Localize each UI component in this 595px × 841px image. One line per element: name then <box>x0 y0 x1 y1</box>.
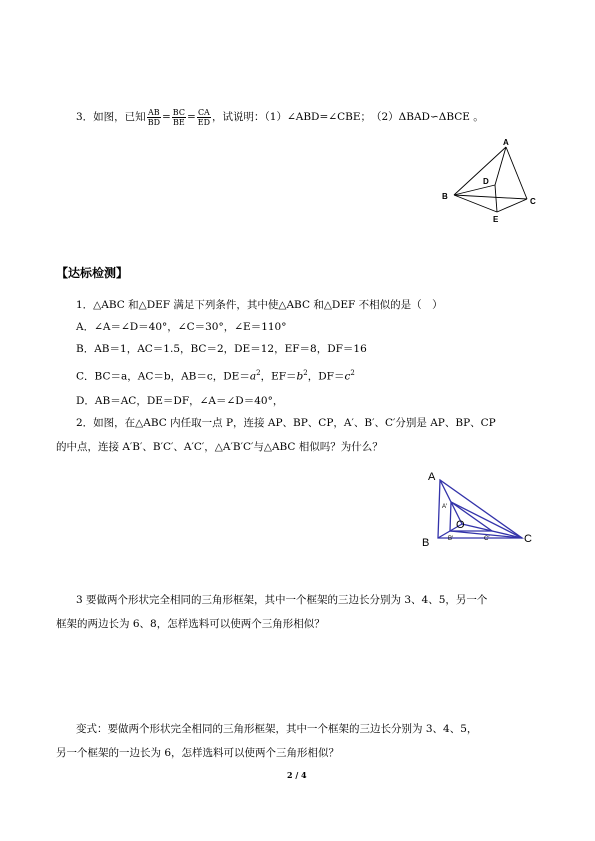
line-ad <box>495 147 506 185</box>
p2-line-2: 的中点，连接 A′B′、B′C′、A′C′，△A′B′C′与△ABC 相似吗？为什么？ <box>56 441 383 453</box>
label-a: A <box>428 471 436 483</box>
label-d: D <box>483 177 489 186</box>
label-b: B <box>422 537 430 549</box>
line-ec <box>497 199 527 212</box>
p1-option-d: D．AB＝AC，DE＝DF，∠A＝∠D＝40°， <box>76 395 284 407</box>
p1-option-a: A．∠A＝∠D＝40°，∠C＝30°，∠E＝110° <box>76 321 287 333</box>
p3-line-2: 框架的两边长为 6、8，怎样选料可以使两个三角形相似？ <box>56 618 325 630</box>
q3-prefix: 3．如图，已知 <box>76 111 146 123</box>
variant-line-1: 变式：要做两个形状完全相同的三角形框架，其中一个框架的三边长分别为 3、4、5， <box>76 723 478 735</box>
label-a: A <box>503 138 509 147</box>
triangle-figure-2 <box>420 470 550 550</box>
label-o: O <box>456 519 465 531</box>
page-number: 2 / 4 <box>287 770 307 780</box>
q3-suffix: ，试说明：（1）∠ABD=∠CBE； （2）ΔBAD∽ΔBCE 。 <box>212 111 484 123</box>
line-bc <box>454 195 527 199</box>
triangle-figure-1 <box>440 138 550 228</box>
label-c-prime: C′ <box>484 536 490 542</box>
p3-line-1: 3 要做两个形状完全相同的三角形框架，其中一个框架的三边长分别为 3、4、5，另一个 <box>76 594 488 606</box>
line-ac <box>506 147 527 199</box>
label-a-prime: A′ <box>442 504 448 510</box>
label-e: E <box>493 215 499 224</box>
fraction-ca-ed: $\frac{CA}{ED}$ <box>197 107 211 127</box>
label-c: C <box>524 533 532 545</box>
line-ab <box>454 147 506 195</box>
fraction-bc-be: $\frac{BC}{BE}$ <box>172 107 185 127</box>
q3-statement: 3．如图，已知 $\frac{AB}{BD}$ = $\frac{BC}{BE}$ = $\frac{CA}{ED}$ ，试说明：（1）∠ABD=∠CBE； （2）ΔBAD∽ΔBCE 。 <box>76 107 484 127</box>
label-b: B <box>442 192 448 201</box>
p1-option-c: C．BC＝a，AC＝b，AB＝c，$DE=a^2$，$EF=b^2$，$DF=c^2$ <box>76 369 355 383</box>
label-b-prime: B′ <box>448 536 454 542</box>
line-de <box>495 185 497 212</box>
line-be <box>454 195 497 212</box>
fraction-ab-bd: $\frac{AB}{BD}$ <box>147 107 160 127</box>
p2-line-1: 2．如图，在△ABC 内任取一点 P，连接 AP、BP、CP，A′、B′、C′分别是 AP、BP、CP <box>76 417 496 429</box>
variant-line-2: 另一个框架的一边长为 6，怎样选料可以使两个三角形相似？ <box>56 747 340 759</box>
section-title: 【达标检测】 <box>56 266 129 280</box>
line-bd <box>454 185 495 195</box>
p1-stem: 1．△ABC 和△DEF 满足下列条件，其中使△ABC 和△DEF 不相似的是（ ） <box>76 299 443 311</box>
p1-option-b: B．AB＝1，AC＝1.5，BC＝2，DE＝12，EF＝8，DF＝16 <box>76 343 367 355</box>
label-c: C <box>530 197 536 206</box>
